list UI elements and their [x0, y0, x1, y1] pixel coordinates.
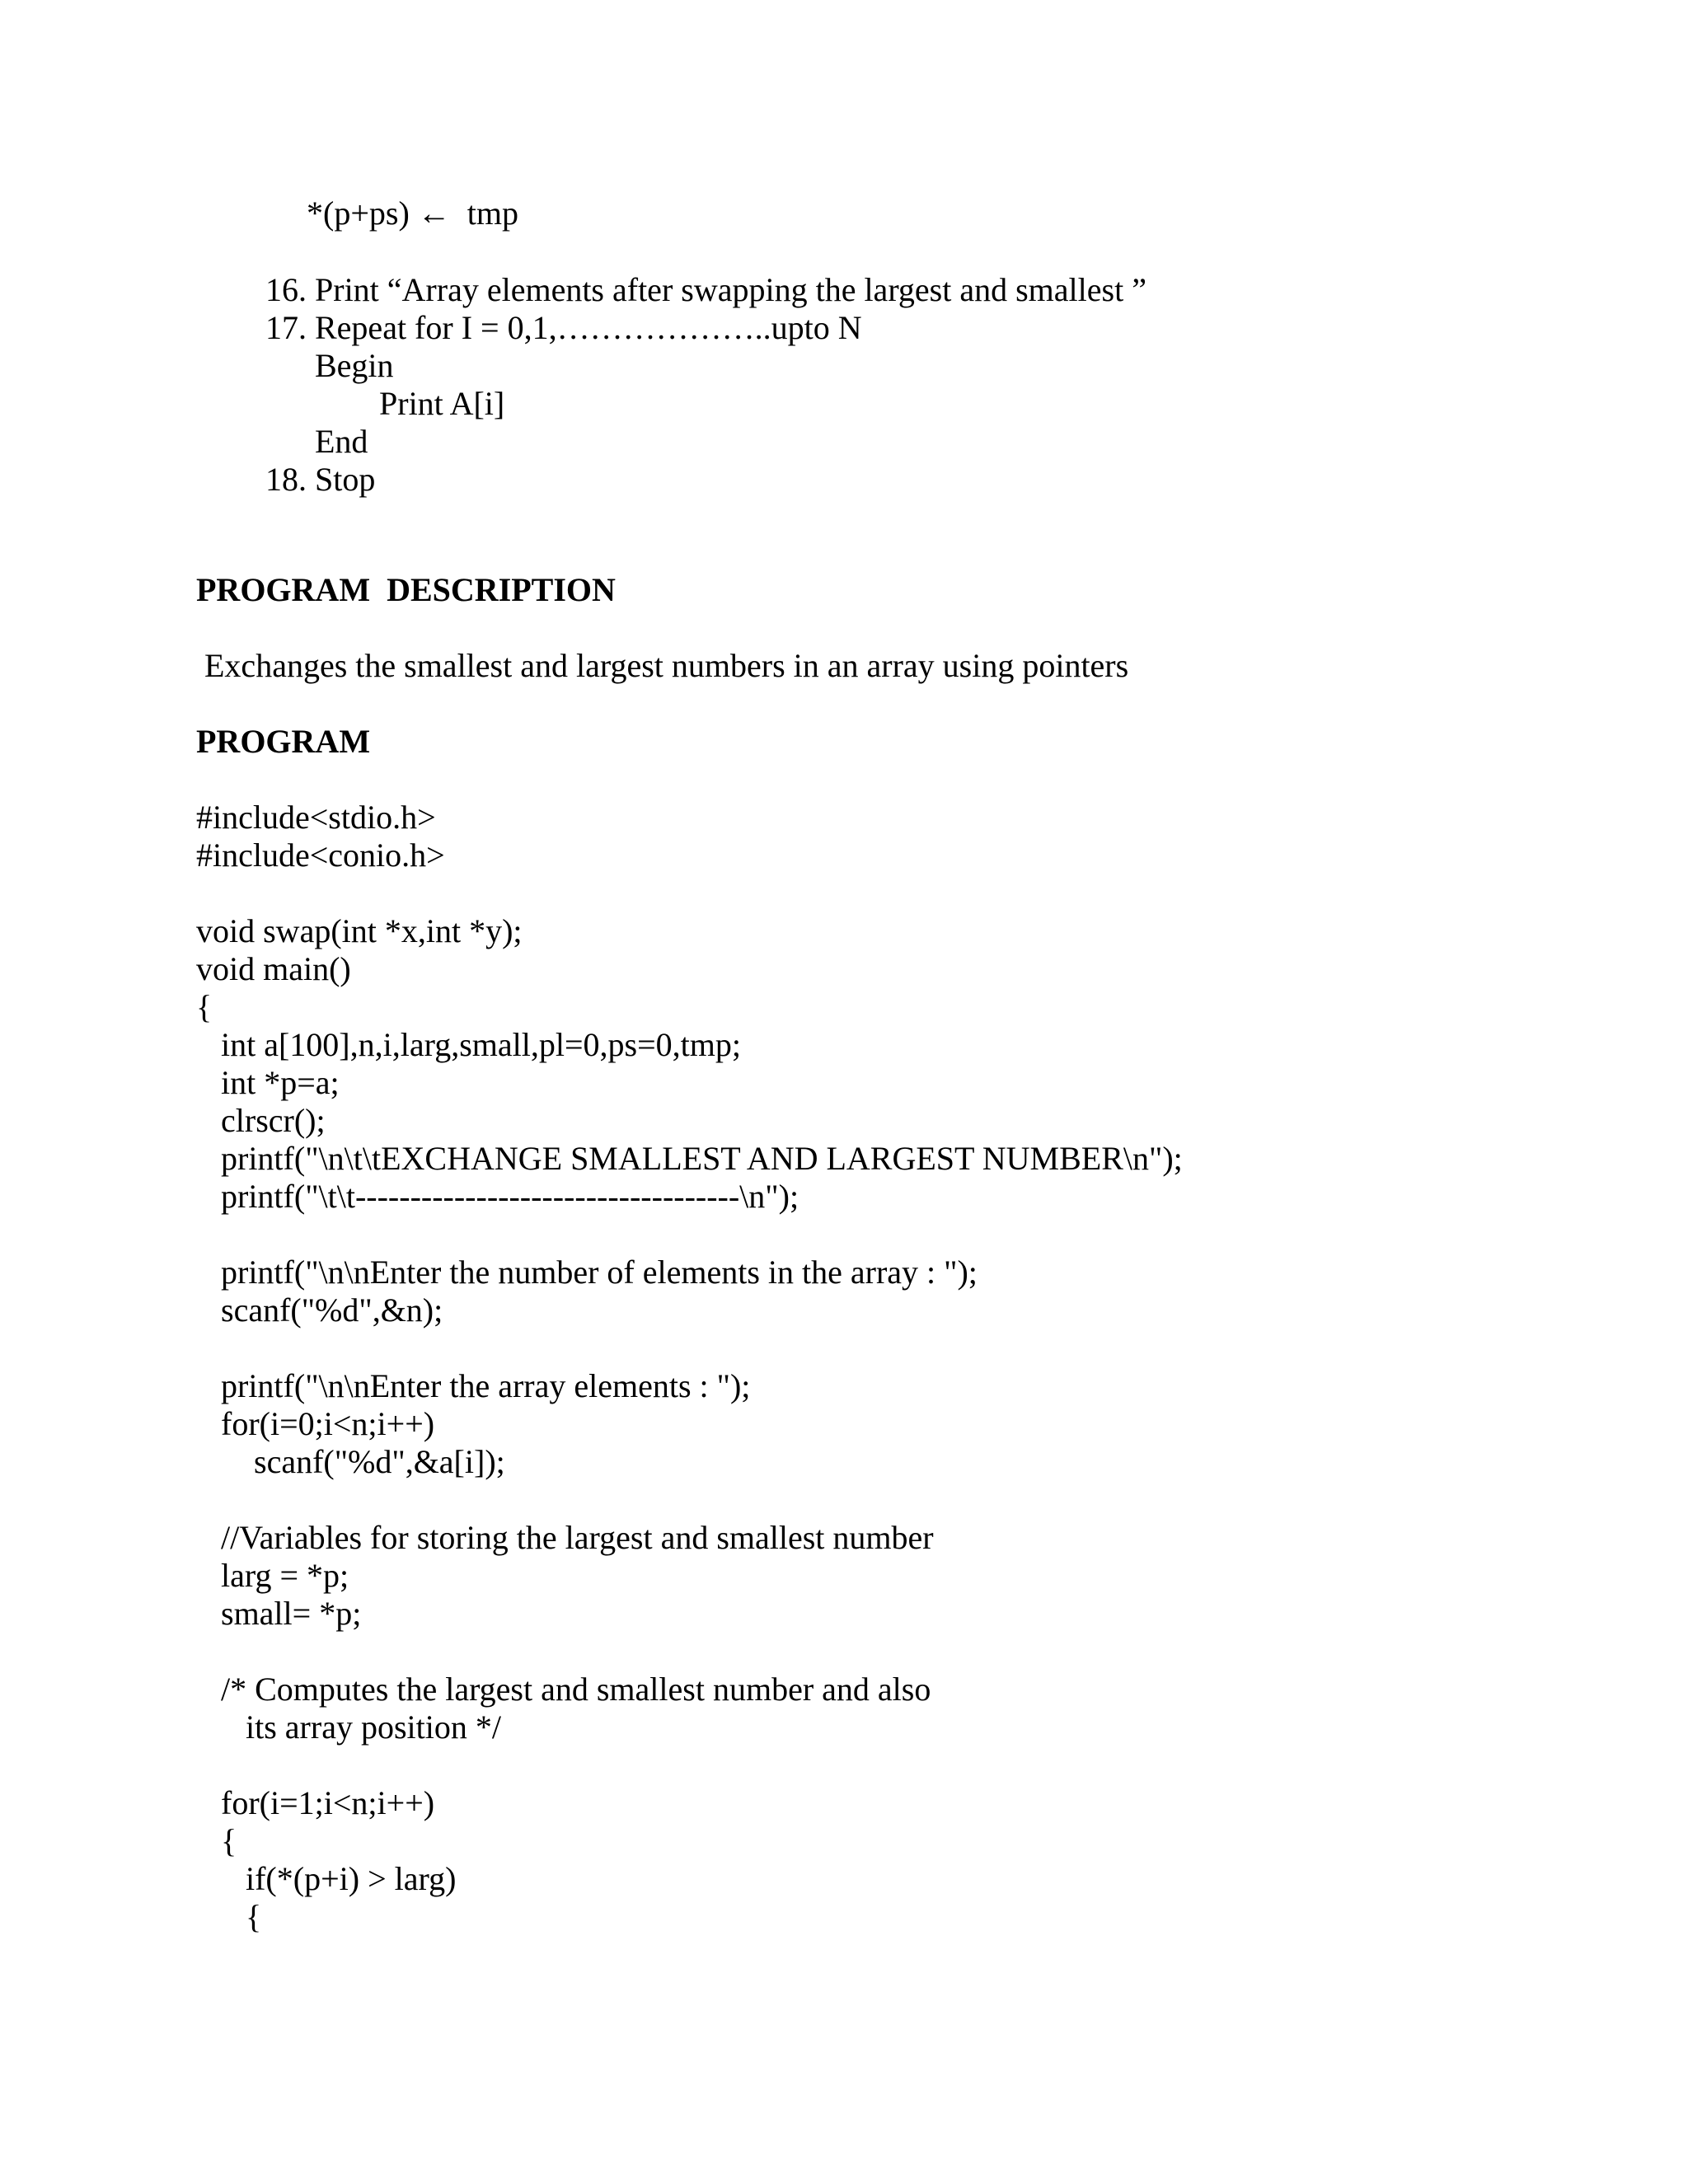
code-line: for(i=1;i<n;i++) [221, 1784, 435, 1821]
code-line: int *p=a; [221, 1064, 340, 1101]
code-line: printf("\n\nEnter the array elements : "); [221, 1367, 751, 1404]
program-description-heading: PROGRAM DESCRIPTION [196, 571, 616, 608]
code-line: if(*(p+i) > larg) [246, 1860, 457, 1897]
code-comment-line: //Variables for storing the largest and smallest number [221, 1519, 934, 1556]
code-line: clrscr(); [221, 1102, 326, 1139]
algorithm-step-18: 18. Stop [265, 461, 376, 498]
code-line: void main() [196, 950, 351, 987]
algorithm-step-16: 16. Print “Array elements after swapping the largest and smallest ” [265, 271, 1146, 308]
code-line: scanf("%d",&a[i]); [254, 1443, 505, 1480]
code-comment-line: its array position */ [246, 1708, 501, 1746]
code-line: printf("\t\t-----------------------------------\n"); [221, 1178, 799, 1215]
algorithm-end: End [315, 423, 368, 460]
code-line: { [221, 1822, 237, 1859]
code-line: scanf("%d",&n); [221, 1291, 443, 1329]
code-line: larg = *p; [221, 1557, 349, 1594]
code-line: int a[100],n,i,larg,small,pl=0,ps=0,tmp; [221, 1026, 741, 1063]
algorithm-step-17: 17. Repeat for I = 0,1,………………..upto N [265, 309, 862, 346]
algorithm-print-ai: Print A[i] [379, 385, 505, 422]
code-comment-line: /* Computes the largest and smallest number and also [221, 1671, 931, 1708]
code-line: for(i=0;i<n;i++) [221, 1405, 435, 1442]
program-description-text: Exchanges the smallest and largest numbers in an array using pointers [204, 647, 1129, 684]
algorithm-begin: Begin [315, 347, 394, 384]
code-line: small= *p; [221, 1595, 362, 1632]
code-line: #include<stdio.h> [196, 799, 436, 836]
code-line: { [246, 1898, 262, 1935]
code-line: void swap(int *x,int *y); [196, 912, 523, 949]
code-line: printf("\n\nEnter the number of elements in the array : "); [221, 1254, 978, 1291]
code-line: #include<conio.h> [196, 837, 445, 874]
algorithm-assign-line: *(p+ps) ← tmp [307, 194, 518, 232]
program-heading: PROGRAM [196, 723, 371, 760]
code-line: printf("\n\t\tEXCHANGE SMALLEST AND LARGEST NUMBER\n"); [221, 1140, 1183, 1177]
code-line: { [196, 988, 213, 1025]
